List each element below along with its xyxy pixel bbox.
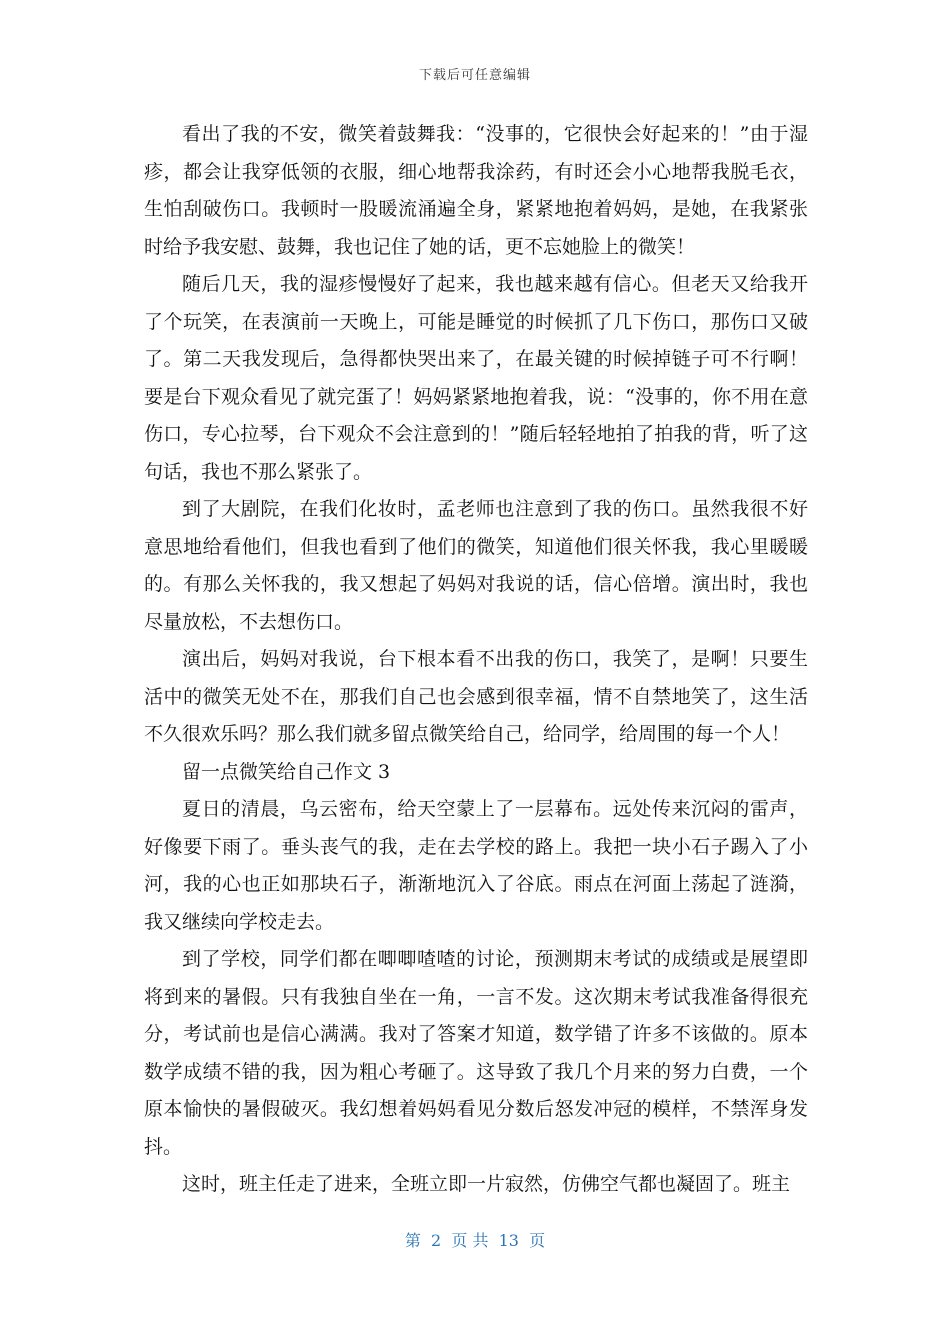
- header-note: 下载后可任意编辑: [418, 68, 531, 83]
- document-body: [144, 116, 808, 1204]
- paragraph: 到了大剧院，在我们化妆时，孟老师也注意到了我的伤口。虽然我很不好意思地给看他们，但我也看到了他们的微笑，知道他们很关怀我，我心里暖暖的。有那么关怀我的，我又想起了妈妈对我说的话，信心倍增。演出时，我也尽量放松，不去想伤口。: [144, 498, 808, 633]
- paragraph: 看出了我的不安，微笑着鼓舞我：“没事的，它很快会好起来的！”由于湿疹，都会让我穿低领的衣服，细心地帮我涂药，有时还会小心地帮我脱毛衣，生怕刮破伤口。我顿时一股暖流涌遍全身，紧紧地抱着妈妈，是她，在我紧张时给予我安慰、鼓舞，我也记住了她的话，更不忘她脸上的微笑！: [144, 123, 808, 258]
- paragraph: 随后几天，我的湿疹慢慢好了起来，我也越来越有信心。但老天又给我开了个玩笑，在表演前一天晚上，可能是睡觉的时候抓了几下伤口，那伤口又破了。第二天我发现后，急得都快哭出来了，在最关键的时候掉链子可不行啊！要是台下观众看见了就完蛋了！妈妈紧紧地抱着我，说：“没事的，你不用在意伤口，专心拉琴，台下观众不会注意到的！”随后轻轻地拍了拍我的背，听了这句话，我也不那么紧张了。: [144, 273, 808, 483]
- page-footer: 第 2 页 共 13 页: [404, 1231, 546, 1250]
- paragraph: 演出后，妈妈对我说，台下根本看不出我的伤口，我笑了，是啊！只要生活中的微笑无处不在，那我们自己也会感到很幸福，情不自禁地笑了，这生活不久很欢乐吗？那么我们就多留点微笑给自己，给同学，给周围的每一个人！: [144, 648, 808, 745]
- paragraph: 夏日的清晨，乌云密布，给天空蒙上了一层幕布。远处传来沉闷的雷声，好像要下雨了。垂头丧气的我，走在去学校的路上。我把一块小石子踢入了小河，我的心也正如那块石子，渐渐地沉入了谷底。雨点在河面上荡起了涟漪，我又继续向学校走去。: [144, 798, 808, 933]
- section-title: 留一点微笑给自己作文 3: [182, 760, 391, 783]
- paragraph: 这时，班主任走了进来，全班立即一片寂然，仿佛空气都也凝固了。班主: [182, 1173, 791, 1195]
- paragraph: 到了学校，同学们都在唧唧喳喳的讨论，预测期末考试的成绩或是展望即将到来的暑假。只有我独自坐在一角，一言不发。这次期末考试我准备得很充分，考试前也是信心满满。我对了答案才知道，数学错了许多不该做的。原本数学成绩不错的我，因为粗心考砸了。这导致了我几个月来的努力白费，一个原本愉快的暑假破灭。我幻想着妈妈看见分数后怒发冲冠的模样，不禁浑身发抖。: [144, 948, 808, 1158]
